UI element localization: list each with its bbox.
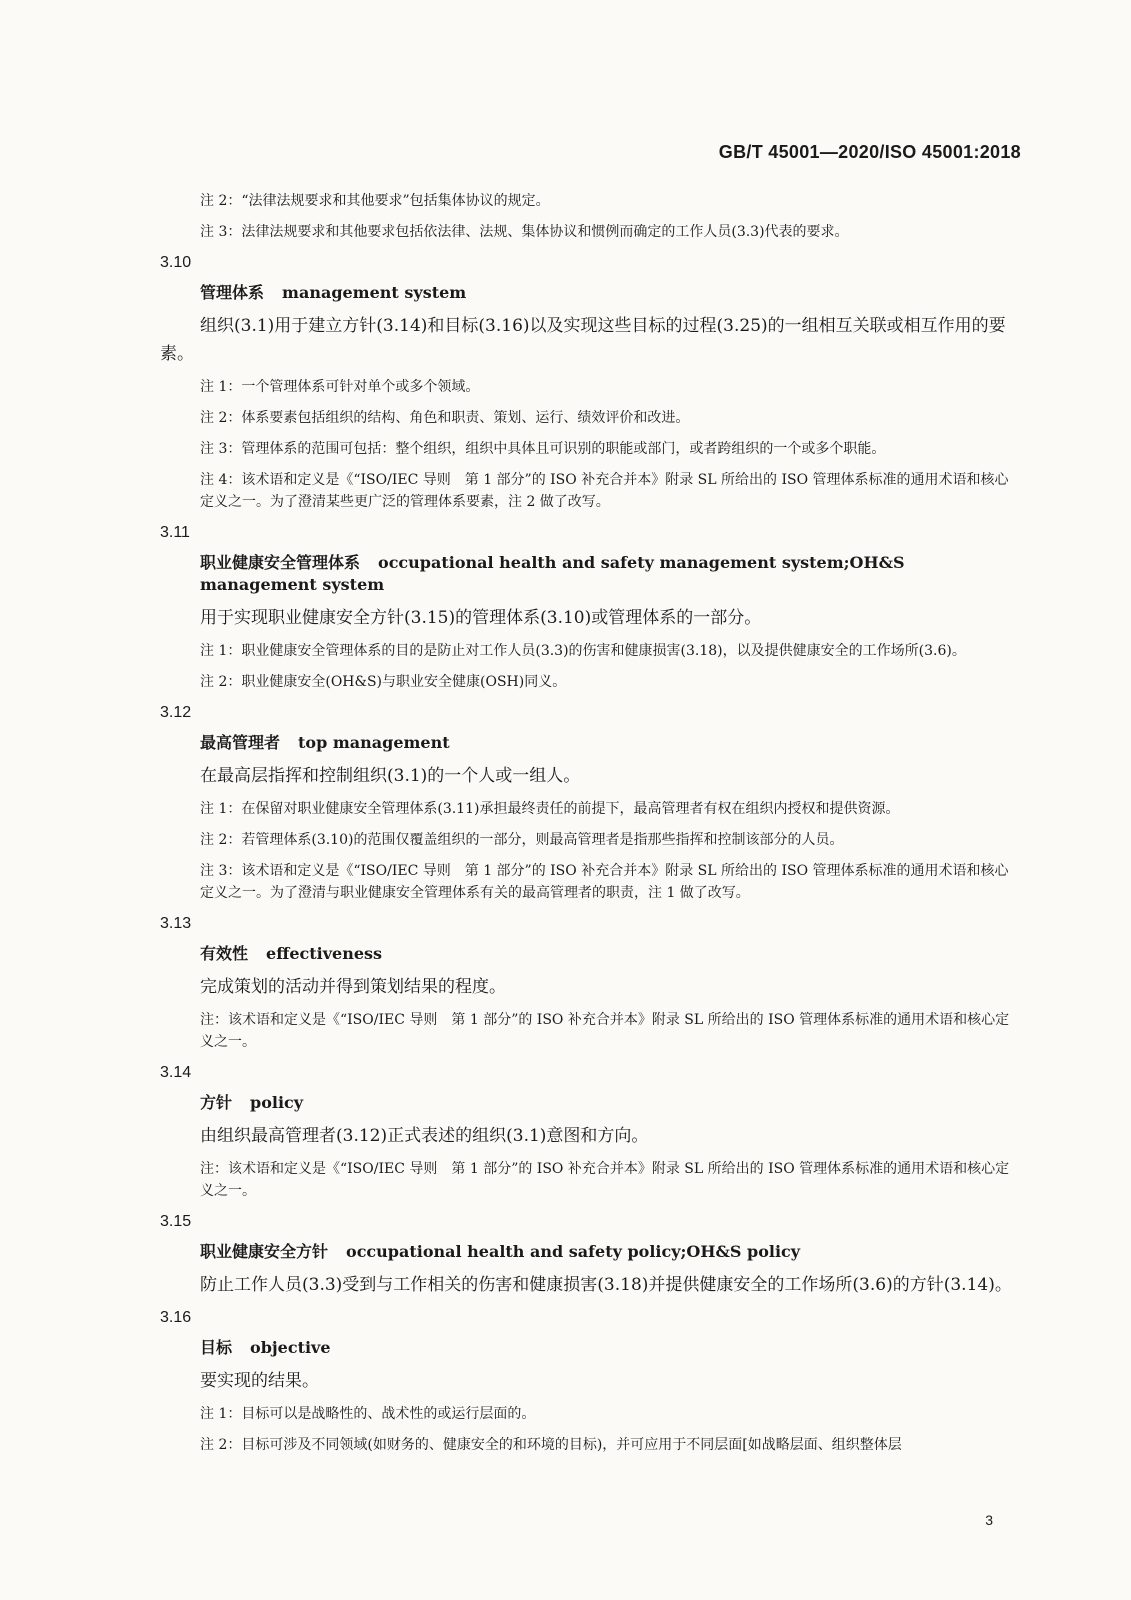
note-text: 注 3：管理体系的范围可包括：整个组织，组织中具体且可识别的职能或部门，或者跨组织的一个或多个职能。 [200,441,886,457]
note-text: 注 1：一个管理体系可针对单个或多个领域。 [200,379,480,395]
term-en: objective [250,1338,331,1357]
note-text: 注 2：目标可涉及不同领域(如财务的、健康安全的和环境的目标)，并可应用于不同层面[如战略层面、组织整体层 [200,1437,902,1453]
clause-number: 3.11 [160,524,190,541]
term-definition: 组织(3.1)用于建立方针(3.14)和目标(3.16)以及实现这些目标的过程(3.25)的一组相互关联或相互作用的要素。 [160,316,1006,364]
term-heading [160,552,1020,596]
term-zh: 职业健康安全方针 [200,1242,329,1261]
term-en: occupational health and safety management system;OH&S management system [200,553,905,594]
note-text: 注 3：该术语和定义是《“ISO/IEC 导则 第 1 部分”的 ISO 补充合并本》附录 SL 所给出的 ISO 管理体系标准的通用术语和核心定义之一。为了澄清与职业健康安全管理体系有关的最高管理者的职责，注 1 做了改写。 [200,863,1009,901]
term-zh: 目标 [200,1338,233,1357]
note-text: 注 2：体系要素包括组织的结构、角色和职责、策划、运行、绩效评价和改进。 [200,410,690,426]
term-definition: 要实现的结果。 [200,1371,319,1391]
document-body [160,190,1020,1465]
clause-number: 3.15 [160,1213,192,1230]
term-definition: 完成策划的活动并得到策划结果的程度。 [200,977,506,997]
term-heading [160,1241,1020,1263]
term-en: policy [250,1093,304,1112]
term-heading [160,732,1020,754]
note-text: 注 3：法律法规要求和其他要求包括依法律、法规、集体协议和惯例而确定的工作人员(3.3)代表的要求。 [200,224,849,240]
term-en: management system [282,283,467,302]
term-zh: 职业健康安全管理体系 [200,553,361,572]
term-heading [160,1092,1020,1114]
note-text: 注 2：若管理体系(3.10)的范围仅覆盖组织的一部分，则最高管理者是指那些指挥和控制该部分的人员。 [200,832,844,848]
note-text: 注 4：该术语和定义是《“ISO/IEC 导则 第 1 部分”的 ISO 补充合并本》附录 SL 所给出的 ISO 管理体系标准的通用术语和核心定义之一。为了澄清某些更广泛的管理体系要素，注 2 做了改写。 [200,472,1009,510]
term-en: effectiveness [266,944,383,963]
term-definition: 防止工作人员(3.3)受到与工作相关的伤害和健康损害(3.18)并提供健康安全的工作场所(3.6)的方针(3.14)。 [200,1275,1012,1295]
term-heading [160,282,1020,304]
term-definition: 在最高层指挥和控制组织(3.1)的一个人或一组人。 [200,766,581,786]
page-number: 3 [985,1512,993,1528]
term-en: occupational health and safety policy;OH&S policy [346,1242,801,1261]
note-text: 注 1：目标可以是战略性的、战术性的或运行层面的。 [200,1406,536,1422]
note-text: 注 2：职业健康安全(OH&S)与职业安全健康(OSH)同义。 [200,674,567,690]
clause-number: 3.14 [160,1064,192,1081]
clause-number: 3.10 [160,254,192,271]
term-zh: 有效性 [200,944,249,963]
term-zh: 管理体系 [200,283,265,302]
term-zh: 最高管理者 [200,733,281,752]
clause-number: 3.16 [160,1309,192,1326]
term-heading [160,1337,1020,1359]
term-definition: 用于实现职业健康安全方针(3.15)的管理体系(3.10)或管理体系的一部分。 [200,608,762,628]
note-text: 注：该术语和定义是《“ISO/IEC 导则 第 1 部分”的 ISO 补充合并本》附录 SL 所给出的 ISO 管理体系标准的通用术语和核心定义之一。 [200,1161,1010,1199]
note-text: 注：该术语和定义是《“ISO/IEC 导则 第 1 部分”的 ISO 补充合并本》附录 SL 所给出的 ISO 管理体系标准的通用术语和核心定义之一。 [200,1012,1010,1050]
standard-code-header: GB/T 45001—2020/ISO 45001:2018 [718,142,1021,162]
note-text: 注 1：在保留对职业健康安全管理体系(3.11)承担最终责任的前提下，最高管理者有权在组织内授权和提供资源。 [200,801,900,817]
term-definition: 由组织最高管理者(3.12)正式表述的组织(3.1)意图和方向。 [200,1126,649,1146]
term-en: top management [298,733,450,752]
term-zh: 方针 [200,1093,233,1112]
note-text: 注 2：“法律法规要求和其他要求”包括集体协议的规定。 [200,193,550,209]
term-heading [160,943,1020,965]
clause-number: 3.12 [160,704,192,721]
clause-number: 3.13 [160,915,192,932]
note-text: 注 1：职业健康安全管理体系的目的是防止对工作人员(3.3)的伤害和健康损害(3.18)，以及提供健康安全的工作场所(3.6)。 [200,643,966,659]
